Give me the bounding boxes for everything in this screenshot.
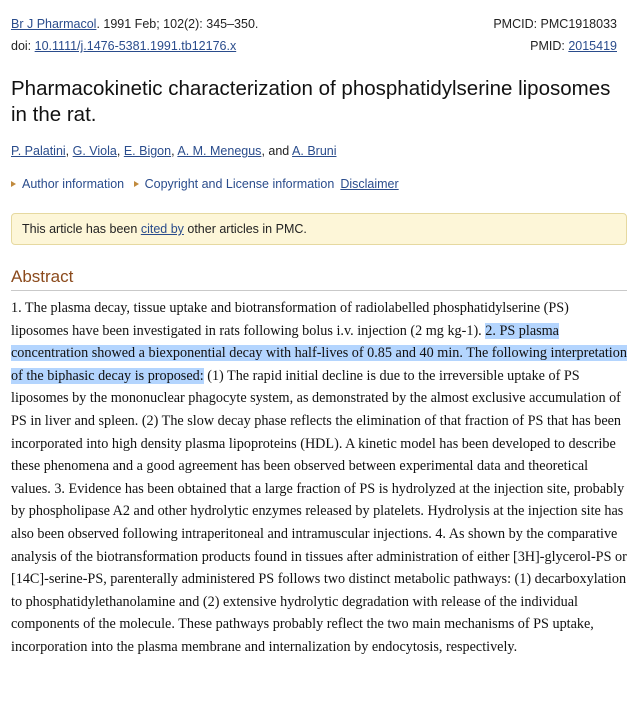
expand-triangle-icon bbox=[134, 181, 139, 187]
abstract-divider bbox=[11, 290, 627, 291]
author-link[interactable]: P. Palatini bbox=[11, 144, 66, 158]
author-link[interactable]: E. Bigon bbox=[123, 144, 172, 158]
abstract-part-2: (1) The rapid initial decline is due to the irreversible uptake of PS liposomes by the mononuclear phagocyte system, as demonstrated by the almost exclusive accumulation of PS in liver and spleen. (2) The slow decay phase reflects the elimination of that fraction of PS that has been incorporated into high density plasma lipoproteins (HDL). A kinetic model has been developed to describe these phenomena and a good agreement has been observed between experimental data and theoretical values. 3. Evidence has been obtained that a large fraction of PS is hydrolyzed at the injection site, probably by phospholipase A2 and other hydrolytic enzymes released by platelets. Hydrolysis at the injection site has also been observed following intraperitoneal and intramuscular injections. 4. As shown by the comparative analysis of the biotransformation products found in tissues after administration of either [3H]-glycerol-PS or [14C]-serine-PS, parenterally administered PS follows two distinct metabolic pathways: (1) decarboxylation to phosphatidylethanolamine and (2) extensive hydrolytic degradation with release of the individual components of the molecule. These pathways probably reflect the two main mechanisms of PS uptake, incorporation into the plasma membrane and internalization by endocytosis, respectively. bbox=[11, 367, 627, 655]
author-link[interactable]: A. M. Menegus bbox=[177, 144, 262, 158]
author-separator: , bbox=[171, 144, 178, 158]
disclaimer-link[interactable]: Disclaimer bbox=[340, 177, 399, 191]
pmid-line bbox=[530, 35, 617, 57]
author-separator: , and bbox=[261, 144, 293, 158]
copyright-license-toggle[interactable]: Copyright and License information bbox=[144, 177, 335, 191]
abstract-heading: Abstract bbox=[11, 267, 74, 286]
cited-by-notice bbox=[11, 213, 627, 245]
article-info-row bbox=[11, 175, 399, 193]
doi-line bbox=[11, 35, 236, 57]
author-link[interactable]: A. Bruni bbox=[292, 144, 337, 158]
notice-text-post: other articles in PMC. bbox=[183, 222, 307, 236]
author-list bbox=[11, 142, 337, 160]
expand-triangle-icon bbox=[11, 181, 16, 187]
journal-link[interactable]: Br J Pharmacol bbox=[11, 17, 97, 31]
citation-date-volume: . 1991 Feb; 102(2): 345–350. bbox=[96, 17, 259, 31]
cited-by-link[interactable]: cited by bbox=[140, 222, 184, 236]
notice-text-pre: This article has been bbox=[22, 222, 141, 236]
abstract-part-1: 1. The plasma decay, tissue uptake and biotransformation of radiolabelled phosphatidylserine (PS) liposomes have been investigated in rats following bolus i.v. injection (2 mg kg-1). bbox=[11, 300, 569, 339]
pmid-label: PMID: bbox=[530, 39, 569, 53]
highlighted-text-selection: 2. PS plasma concentration showed a biexponential decay with half-lives of 0.85 and 40 min. The following interpretation of the biphasic decay is proposed: bbox=[11, 322, 627, 384]
abstract-text bbox=[11, 297, 627, 659]
author-separator: , bbox=[65, 144, 73, 158]
pmcid: PMCID: PMC1918033 bbox=[493, 17, 617, 31]
author-link[interactable]: G. Viola bbox=[72, 144, 117, 158]
pmid-link[interactable]: 2015419 bbox=[568, 39, 617, 53]
citation-row-1 bbox=[11, 13, 617, 35]
article-title: Pharmacokinetic characterization of phosphatidylserine liposomes in the rat. bbox=[11, 77, 611, 126]
doi-label: doi: bbox=[11, 39, 35, 53]
journal-citation bbox=[11, 13, 258, 35]
author-separator: , bbox=[116, 144, 124, 158]
doi-link[interactable]: 10.1111/j.1476-5381.1991.tb12176.x bbox=[34, 39, 237, 53]
citation-block bbox=[11, 13, 617, 57]
author-information-toggle[interactable]: Author information bbox=[22, 177, 125, 191]
citation-row-2 bbox=[11, 35, 617, 57]
